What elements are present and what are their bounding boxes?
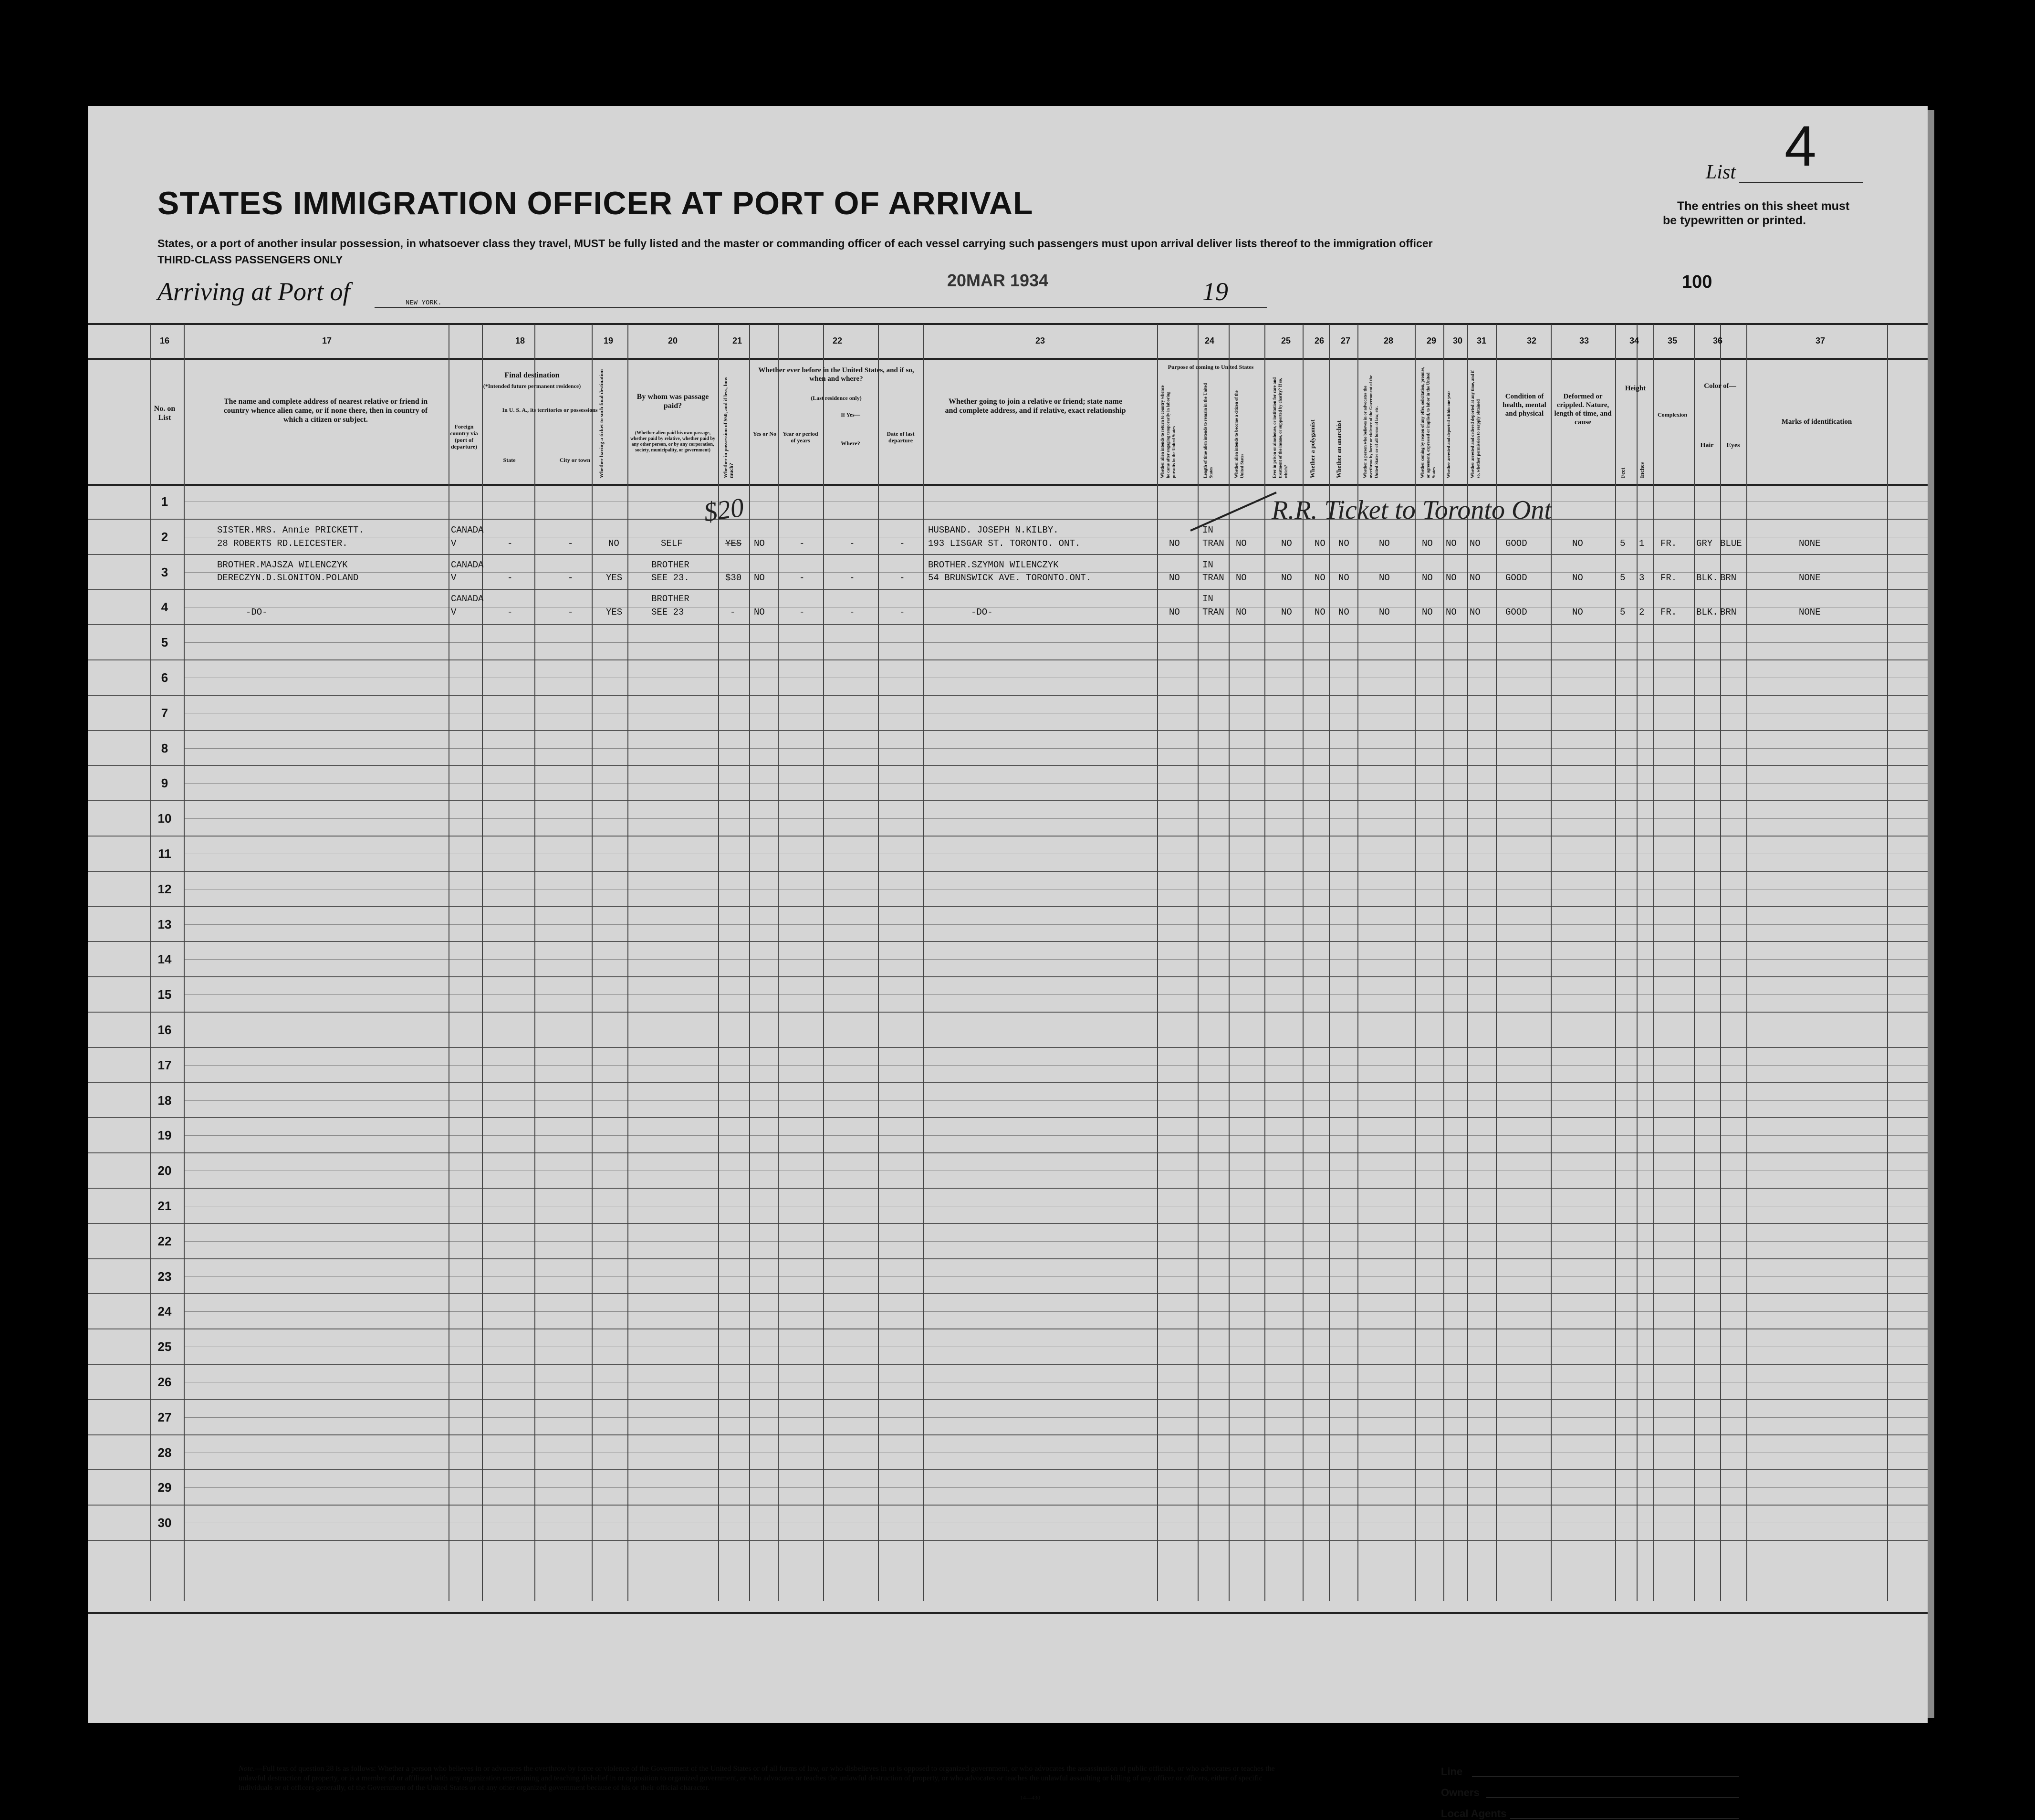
column-rule bbox=[482, 324, 483, 1601]
row1-labor: NO bbox=[1422, 538, 1433, 549]
row-number: 30 bbox=[157, 1516, 172, 1530]
row1-money: YES bbox=[725, 538, 742, 549]
row-rule bbox=[88, 1012, 1928, 1013]
row-half-rule bbox=[184, 642, 1928, 643]
line-underline bbox=[1472, 1776, 1739, 1777]
row1-prison: NO bbox=[1281, 538, 1292, 549]
column-number: 29 bbox=[1426, 336, 1437, 345]
row3-prison: NO bbox=[1281, 607, 1292, 617]
row1-return: NO bbox=[1169, 538, 1180, 549]
row-number: 3 bbox=[161, 565, 168, 579]
header-passage-note: (Whether alien paid his own passage, whether paid by relative, whether paid by any other person, or by any corporation, society, municipality, or government) bbox=[630, 430, 716, 453]
row-half-rule bbox=[184, 748, 1928, 749]
row1-paid-by: SELF bbox=[661, 538, 683, 549]
owners-underline bbox=[1486, 1797, 1739, 1798]
handwritten-annotation: R.R. Ticket to Toronto Ont bbox=[1272, 495, 1552, 525]
row-half-rule bbox=[184, 1135, 1928, 1136]
row-rule bbox=[88, 1399, 1928, 1400]
column-rule bbox=[1157, 324, 1158, 1601]
column-number: 26 bbox=[1314, 336, 1325, 345]
header-last-residence: (Last residence only) bbox=[811, 395, 862, 401]
year-prefix: 19 bbox=[1202, 277, 1228, 306]
header-deported-year: Whether arrested and deported within one year bbox=[1446, 390, 1451, 478]
line-label: Line bbox=[1441, 1766, 1463, 1778]
row3-paid-by-line1: BROTHER bbox=[651, 594, 689, 604]
column-number: 28 bbox=[1383, 336, 1394, 345]
list-label: List bbox=[1706, 161, 1736, 183]
header-inches: Inches bbox=[1638, 462, 1645, 478]
header-final-destination-note: (*Intended future permanent residence) bbox=[483, 383, 581, 389]
row3-anarchist: NO bbox=[1338, 607, 1349, 617]
column-rule bbox=[534, 324, 535, 1601]
header-in-usa: In U. S. A., its territories or possessions bbox=[502, 407, 598, 413]
row2-marks: NONE bbox=[1799, 573, 1821, 583]
row-number: 26 bbox=[157, 1374, 172, 1389]
row2-join-line1: BROTHER.SZYMON WILENCZYK bbox=[928, 560, 1059, 570]
header-ticket: Whether having a ticket to such final destination bbox=[599, 369, 605, 478]
row1-deported: NO bbox=[1446, 538, 1457, 549]
row1-ticket: NO bbox=[608, 538, 619, 549]
arriving-label: Arriving at Port of bbox=[157, 277, 350, 306]
row2-state: - bbox=[507, 573, 513, 583]
header-passage-paid: By whom was passage paid? bbox=[637, 393, 709, 410]
row2-labor: NO bbox=[1422, 573, 1433, 583]
form-number: 14—430 bbox=[1020, 1794, 1040, 1801]
row-number: 2 bbox=[161, 529, 168, 544]
row2-polygamist: NO bbox=[1315, 573, 1325, 583]
row-number: 20 bbox=[157, 1163, 172, 1178]
column-rule bbox=[627, 324, 628, 1601]
header-city: City or town bbox=[559, 457, 591, 463]
row-number: 23 bbox=[157, 1269, 172, 1284]
row-half-rule bbox=[184, 1311, 1928, 1312]
row2-years: - bbox=[799, 573, 805, 583]
row3-length-a: IN bbox=[1202, 594, 1213, 604]
row-number: 12 bbox=[157, 881, 172, 896]
row3-deformed: NO bbox=[1572, 607, 1583, 617]
row-half-rule bbox=[184, 1100, 1928, 1101]
row-rule bbox=[88, 659, 1928, 660]
page-number: 100 bbox=[1682, 272, 1712, 292]
page-title: STATES IMMIGRATION OFFICER AT PORT OF ARRIVAL bbox=[157, 185, 1033, 221]
row3-labor: NO bbox=[1422, 607, 1433, 617]
row3-overthrow: NO bbox=[1379, 607, 1390, 617]
row-half-rule bbox=[184, 1487, 1928, 1488]
row3-polygamist: NO bbox=[1315, 607, 1325, 617]
row-number: 4 bbox=[161, 600, 168, 615]
header-nearest-relative: The name and complete address of nearest relative or friend in country whence alien came, or if none there, then in country of which a citizen or subject. bbox=[223, 397, 428, 424]
row-rule bbox=[88, 1469, 1928, 1470]
row2-ticket: YES bbox=[606, 573, 623, 583]
row-half-rule bbox=[184, 1065, 1928, 1066]
row-rule bbox=[88, 906, 1928, 907]
row2-paid-by-line1: BROTHER bbox=[651, 560, 689, 570]
row-half-rule bbox=[184, 818, 1928, 819]
column-rule bbox=[823, 324, 824, 1601]
row-rule bbox=[88, 1364, 1928, 1365]
header-length-of-stay: Length of time alien intends to remain in the United States bbox=[1203, 383, 1213, 478]
row1-length-a: IN bbox=[1202, 525, 1213, 535]
row-number: 10 bbox=[157, 811, 172, 826]
row-number: 19 bbox=[157, 1128, 172, 1143]
row1-anarchist: NO bbox=[1338, 538, 1349, 549]
row1-deformed: NO bbox=[1572, 538, 1583, 549]
row2-inches: 3 bbox=[1639, 573, 1645, 583]
note-line: be typewritten or printed. bbox=[1663, 214, 1806, 227]
row-rule bbox=[88, 1117, 1928, 1118]
row3-state: - bbox=[507, 607, 513, 617]
row2-anarchist: NO bbox=[1338, 573, 1349, 583]
row1-years: - bbox=[799, 538, 805, 549]
row2-foreign-country: CANADA bbox=[451, 560, 484, 570]
row-number: 6 bbox=[161, 670, 168, 685]
row2-reapply: NO bbox=[1470, 573, 1481, 583]
column-number: 21 bbox=[732, 336, 742, 345]
header-final-destination: Final destination bbox=[504, 371, 560, 379]
column-number: 32 bbox=[1526, 336, 1537, 345]
row-half-rule bbox=[184, 1241, 1928, 1242]
header-last-departure: Date of last departure bbox=[887, 430, 915, 444]
row1-eyes: BLUE bbox=[1720, 538, 1742, 549]
row3-complexion: FR. bbox=[1660, 607, 1677, 617]
column-number: 23 bbox=[1035, 336, 1045, 345]
row1-health: GOOD bbox=[1505, 538, 1527, 549]
column-number: 18 bbox=[515, 336, 525, 345]
note-line: The entries on this sheet must bbox=[1677, 199, 1850, 213]
header-ever-before: Whether ever before in the United States, and if so, when and where? bbox=[758, 366, 914, 383]
row2-health: GOOD bbox=[1505, 573, 1527, 583]
row3-paid-by-line2: SEE 23 bbox=[651, 607, 684, 617]
row3-hair: BLK. bbox=[1696, 607, 1718, 617]
header-foreign-country: Foreign country via (port of departure) bbox=[450, 423, 478, 450]
row-rule bbox=[88, 1434, 1928, 1435]
row1-reapply: NO bbox=[1470, 538, 1481, 549]
row-half-rule bbox=[184, 1417, 1928, 1418]
row-rule bbox=[88, 1258, 1928, 1259]
row3-health: GOOD bbox=[1505, 607, 1527, 617]
passenger-class: THIRD-CLASS PASSENGERS ONLY bbox=[157, 253, 343, 266]
row1-foreign-country: CANADA bbox=[451, 525, 484, 535]
column-number: 22 bbox=[832, 336, 843, 345]
column-rule bbox=[1637, 324, 1638, 1601]
handwritten-money-note: $20 bbox=[702, 492, 746, 528]
row-half-rule bbox=[184, 924, 1928, 925]
row-rule bbox=[88, 519, 1928, 520]
owners-label: Owners bbox=[1441, 1787, 1480, 1799]
row-rule bbox=[88, 1047, 1928, 1048]
row-number: 22 bbox=[157, 1234, 172, 1248]
row1-relative-line1: SISTER.MRS. Annie PRICKETT. bbox=[217, 525, 364, 535]
row1-overthrow: NO bbox=[1379, 538, 1390, 549]
header-labor-offer: Whether coming by reason of any offer, solicitation, promise, or agreement, expressed or implied, to labor in the United States bbox=[1420, 366, 1436, 478]
footer-note-label: Note. bbox=[239, 1765, 255, 1773]
local-agents-label: Local Agents bbox=[1441, 1808, 1507, 1820]
column-rule bbox=[592, 324, 593, 1601]
column-number: 36 bbox=[1712, 336, 1723, 345]
row-rule bbox=[88, 941, 1928, 942]
column-rule bbox=[184, 324, 185, 1601]
row3-years: - bbox=[799, 607, 805, 617]
row1-relative-line2: 28 ROBERTS RD.LEICESTER. bbox=[217, 538, 348, 549]
row2-money: $30 bbox=[725, 573, 742, 583]
header-yes-no: Yes or No bbox=[752, 430, 777, 437]
column-number: 35 bbox=[1667, 336, 1678, 345]
row2-return: NO bbox=[1169, 573, 1180, 583]
row3-before: NO bbox=[754, 607, 765, 617]
row3-deported: NO bbox=[1446, 607, 1457, 617]
row3-money: - bbox=[730, 607, 736, 617]
grid-bottom-rule bbox=[88, 1612, 1928, 1614]
row3-reapply: NO bbox=[1470, 607, 1481, 617]
row3-inches: 2 bbox=[1639, 607, 1645, 617]
column-rule bbox=[1694, 324, 1695, 1601]
row2-eyes: BRN bbox=[1720, 573, 1737, 583]
row-number: 5 bbox=[161, 635, 168, 650]
subtitle: States, or a port of another insular possession, in whatsoever class they travel, MUST be fully listed and the master or commanding officer of each vessel carrying such passengers must upon arrival deliver lists thereof to the immigration officer bbox=[157, 237, 1433, 250]
header-where: Where? bbox=[841, 440, 860, 447]
row1-marks: NONE bbox=[1799, 538, 1821, 549]
row1-join-line2: 193 LISGAR ST. TORONTO. ONT. bbox=[928, 538, 1081, 549]
row1-length-b: TRAN bbox=[1202, 538, 1224, 549]
footer-note-text: —Full text of question 28 is as follows: Whether a person who believes in or advocates the overthrow by force or violence of the Government of the United States or of all forms of law, or who disbelieves in or is opposed to organized government, or who advocates the assassination of public officials, or who advocates or teaches the unlawful destruction of property, or is a member of or affiliated with any organization entertaining and teaching disbelief in or opposition to organized government, or who advocates or teaches the unlawful destruction of property, or who advocates or teaches the unlawful assaulting or killing of any officer or officers, either of specific individuals or of officers generally, of the Government of the United States or of any other organized government because of his or their official character. bbox=[239, 1765, 1275, 1792]
grid-header-rule bbox=[88, 358, 1928, 360]
column-rule bbox=[778, 324, 779, 1601]
row-rule bbox=[88, 765, 1928, 766]
row2-join-line2: 54 BRUNSWICK AVE. TORONTO.ONT. bbox=[928, 573, 1092, 583]
row-number: 29 bbox=[157, 1480, 172, 1495]
column-number: 30 bbox=[1452, 336, 1463, 345]
header-intends-return: Whether alien intends to return to country whence he came after engaging temporarily in laboring pursuits in the United States bbox=[1160, 385, 1176, 478]
row2-deported: NO bbox=[1446, 573, 1457, 583]
row-rule bbox=[88, 1223, 1928, 1224]
row1-departure: - bbox=[899, 538, 905, 549]
date-stamp: 20MAR 1934 bbox=[947, 271, 1049, 290]
row-number: 9 bbox=[161, 776, 168, 791]
row3-relative: -DO- bbox=[246, 607, 268, 617]
grid-body-rule bbox=[88, 484, 1928, 486]
page-edge bbox=[1928, 110, 1934, 1718]
row-rule bbox=[88, 1293, 1928, 1294]
row-number: 7 bbox=[161, 705, 168, 720]
row-half-rule bbox=[184, 783, 1928, 784]
row3-length-b: TRAN bbox=[1202, 607, 1224, 617]
port-name: NEW YORK. bbox=[406, 299, 442, 307]
row-rule bbox=[88, 695, 1928, 696]
row-number: 18 bbox=[157, 1093, 172, 1108]
row-rule bbox=[88, 730, 1928, 731]
row-number: 28 bbox=[157, 1445, 172, 1460]
row3-return: NO bbox=[1169, 607, 1180, 617]
row-half-rule bbox=[184, 1276, 1928, 1277]
list-number: 4 bbox=[1785, 114, 1816, 178]
column-number: 37 bbox=[1815, 336, 1826, 345]
row-rule bbox=[88, 1328, 1928, 1329]
row1-where: - bbox=[849, 538, 855, 549]
column-number: 20 bbox=[668, 336, 678, 345]
row3-marks: NONE bbox=[1799, 607, 1821, 617]
row3-where: - bbox=[849, 607, 855, 617]
header-years: Year or period of years bbox=[783, 430, 818, 444]
row2-length-a: IN bbox=[1202, 560, 1213, 570]
row2-hair: BLK. bbox=[1696, 573, 1718, 583]
column-rule bbox=[1746, 324, 1747, 1601]
row-rule bbox=[88, 1505, 1928, 1506]
row3-join: -DO- bbox=[971, 607, 993, 617]
row-rule bbox=[88, 589, 1928, 590]
column-number: 34 bbox=[1629, 336, 1639, 345]
header-complexion: Complexion bbox=[1657, 411, 1687, 418]
row-number: 27 bbox=[157, 1410, 172, 1424]
row3-feet: 5 bbox=[1620, 607, 1626, 617]
row-number: 17 bbox=[157, 1057, 172, 1072]
row-rule bbox=[88, 554, 1928, 555]
row-number: 24 bbox=[157, 1304, 172, 1319]
column-number: 17 bbox=[322, 336, 332, 345]
row2-paid-by-line2: SEE 23. bbox=[651, 573, 689, 583]
manifest-sheet bbox=[88, 106, 1928, 1820]
column-number: 24 bbox=[1204, 336, 1215, 345]
footer-note bbox=[239, 1764, 1279, 1802]
row1-hair: GRY bbox=[1696, 538, 1713, 549]
row2-length-b: TRAN bbox=[1202, 573, 1224, 583]
row2-complexion: FR. bbox=[1660, 573, 1677, 583]
column-number: 33 bbox=[1579, 336, 1589, 345]
header-marks: Marks of identification bbox=[1781, 418, 1852, 426]
row1-foreign-via: V bbox=[451, 538, 457, 549]
row3-eyes: BRN bbox=[1720, 607, 1737, 617]
column-number: 16 bbox=[159, 336, 170, 345]
column-number: 19 bbox=[603, 336, 614, 345]
row2-feet: 5 bbox=[1620, 573, 1626, 583]
row-rule bbox=[88, 1188, 1928, 1189]
column-rule bbox=[1653, 324, 1654, 1601]
handwritten-stroke bbox=[1186, 488, 1281, 535]
row1-complexion: FR. bbox=[1660, 538, 1677, 549]
header-polygamist: Whether a polygamist bbox=[1309, 419, 1316, 478]
row-number: 11 bbox=[158, 846, 171, 861]
row1-before: NO bbox=[754, 538, 765, 549]
header-become-citizen: Whether alien intends to become a citizen of the United States bbox=[1234, 390, 1244, 478]
row1-feet: 5 bbox=[1620, 538, 1626, 549]
header-deformed: Deformed or crippled. Nature, length of time, and cause bbox=[1554, 393, 1612, 426]
column-rule bbox=[749, 324, 750, 1601]
column-number: 31 bbox=[1476, 336, 1487, 345]
column-number: 25 bbox=[1281, 336, 1291, 345]
row1-state: - bbox=[507, 538, 513, 549]
agents-underline bbox=[1510, 1818, 1739, 1819]
row2-city: - bbox=[568, 573, 574, 583]
header-no-on-list: No. on List bbox=[154, 405, 176, 422]
row-number: 1 bbox=[161, 494, 168, 509]
row-number: 13 bbox=[157, 917, 172, 931]
row3-city: - bbox=[568, 607, 574, 617]
manifest-grid bbox=[88, 106, 1928, 1723]
column-rule bbox=[1887, 324, 1888, 1601]
row-rule bbox=[88, 624, 1928, 625]
header-health: Condition of health, mental and physical bbox=[1503, 393, 1546, 418]
row2-foreign-via: V bbox=[451, 573, 457, 583]
row3-foreign-via: V bbox=[451, 607, 457, 617]
row-rule bbox=[88, 1082, 1928, 1083]
header-color-of: Color of— bbox=[1704, 382, 1736, 390]
header-if-yes: If Yes— bbox=[841, 411, 860, 418]
row-number: 25 bbox=[157, 1339, 172, 1354]
row-rule bbox=[88, 871, 1928, 872]
header-hair: Hair bbox=[1700, 442, 1714, 449]
row2-before: NO bbox=[754, 573, 765, 583]
row-rule bbox=[88, 976, 1928, 977]
row-half-rule bbox=[184, 959, 1928, 960]
row-half-rule bbox=[184, 994, 1928, 995]
header-prison: Ever in prison or almshouse, or institution for care and treatment of the insane, or supported by charity? If so, which? bbox=[1272, 377, 1288, 478]
column-number: 27 bbox=[1340, 336, 1351, 345]
row3-ticket: YES bbox=[606, 607, 623, 617]
row1-join-line1: HUSBAND. JOSEPH N.KILBY. bbox=[928, 525, 1059, 535]
grid-top-rule bbox=[88, 323, 1928, 325]
header-ordered-deported: Whether arrested and ordered deported at any time, and if so, whether permission to reapply obtained bbox=[1470, 370, 1481, 478]
header-eyes: Eyes bbox=[1726, 442, 1740, 449]
row1-city: - bbox=[568, 538, 574, 549]
header-purpose: Purpose of coming to United States bbox=[1168, 364, 1254, 370]
row3-foreign-country: CANADA bbox=[451, 594, 484, 604]
column-rule bbox=[1720, 324, 1721, 1601]
header-feet: Feet bbox=[1619, 468, 1626, 478]
row-rule bbox=[88, 800, 1928, 801]
row2-overthrow: NO bbox=[1379, 573, 1390, 583]
row-number: 8 bbox=[161, 741, 168, 755]
row2-relative-line1: BROTHER.MAJSZA WILENCZYK bbox=[217, 560, 348, 570]
row2-departure: - bbox=[899, 573, 905, 583]
row2-deformed: NO bbox=[1572, 573, 1583, 583]
row-number: 14 bbox=[157, 952, 172, 967]
row1-inches: 1 bbox=[1639, 538, 1645, 549]
row1-polygamist: NO bbox=[1315, 538, 1325, 549]
row3-departure: - bbox=[899, 607, 905, 617]
header-fifty-dollars: Whether in possession of $50, and if less, how much? bbox=[723, 377, 734, 478]
row2-relative-line2: DERECZYN.D.SLONITON.POLAND bbox=[217, 573, 359, 583]
header-going-to-join: Whether going to join a relative or friend; state name and complete address, and if relative, exact relationship bbox=[945, 397, 1126, 415]
row1-citizen: NO bbox=[1236, 538, 1247, 549]
row-number: 21 bbox=[157, 1198, 172, 1213]
row2-where: - bbox=[849, 573, 855, 583]
column-rule bbox=[878, 324, 879, 1601]
header-anarchist: Whether an anarchist bbox=[1335, 420, 1342, 478]
row-rule bbox=[88, 1152, 1928, 1153]
row3-citizen: NO bbox=[1236, 607, 1247, 617]
header-overthrow: Whether a person who believes in or advocates the overthrow by force or violence of the Government of the United States or of all forms of law, etc. bbox=[1363, 375, 1379, 478]
row-number: 15 bbox=[157, 987, 172, 1002]
header-height: Height bbox=[1625, 385, 1646, 392]
row2-citizen: NO bbox=[1236, 573, 1247, 583]
row-rule bbox=[88, 1540, 1928, 1541]
row-number: 16 bbox=[157, 1022, 172, 1037]
column-rule bbox=[923, 324, 924, 1601]
header-state: State bbox=[503, 457, 516, 463]
row-rule bbox=[88, 836, 1928, 837]
column-rule bbox=[1615, 324, 1616, 1601]
row2-prison: NO bbox=[1281, 573, 1292, 583]
